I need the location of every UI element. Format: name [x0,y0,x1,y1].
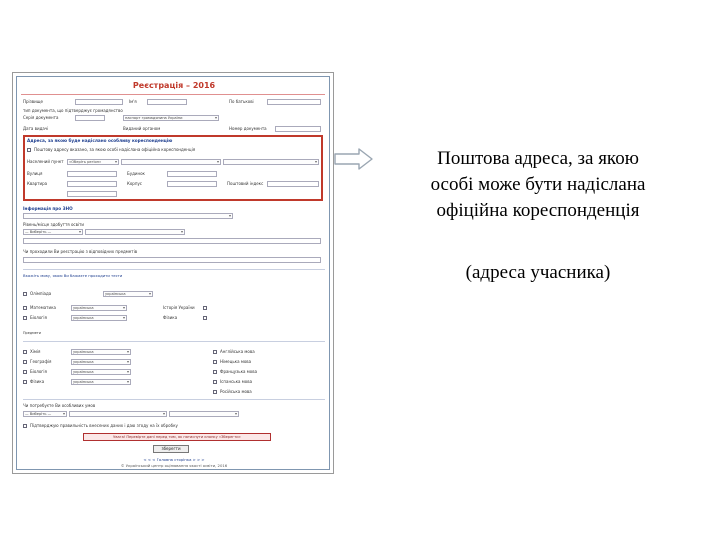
education-place-select[interactable] [85,229,185,235]
subject-checkbox[interactable] [23,360,27,364]
save-warning: Увага! Перевірте дані перед тим, як натиснути кнопку «Зберегти» [83,433,271,441]
subject-checkbox[interactable] [23,370,27,374]
subject-checkbox[interactable] [213,380,217,384]
language-select[interactable]: українська ▾ [103,291,153,297]
postcode-input[interactable] [267,181,319,187]
zno-section-title: Інформація про ЗНО [23,206,73,211]
subject-label: Фізика [163,315,178,320]
education-extra-row [23,238,327,246]
subject-label: Математика [30,305,56,310]
doc-date-label: Дата видачі [23,126,49,131]
doc-series-input[interactable] [75,115,105,121]
education-select-row [23,229,327,237]
subject-label: Англійська мова [220,349,255,354]
subjects-note: Предмети [23,331,41,335]
building-label: Корпус [127,181,143,186]
subject-label: Французька мова [220,369,258,374]
settlement-type-select[interactable]: «Оберіть регіон» ▾ [67,159,119,165]
subject-checkbox[interactable] [23,306,27,310]
language-row [23,291,327,299]
divider [23,269,325,270]
confirm-label: Підтверджую правильність внесених даних і даю згоду на їх обробку [30,423,178,428]
subject-row-5 [23,369,327,377]
mark-label: Чи проходили Ви реєстрацію з відповідних предметів [23,249,138,254]
special-conditions-label: Чи потребуєте Ви особливих умов [23,403,96,408]
doc-number-input[interactable] [275,126,321,132]
olympiad-row [23,257,327,265]
subject-label: Біологія [30,315,47,320]
divider [23,399,325,400]
apartment-label: Квартира [27,181,48,186]
address-section-title: Адреса, за якою буде надіслано особливу кореспонденцію [27,138,173,143]
address-checkbox[interactable] [27,148,31,152]
street-label: Вулиця [27,171,43,176]
subject-label: Біологія [30,369,47,374]
street-row [27,171,331,179]
subject-row-4 [23,359,327,367]
subject-checkbox[interactable] [213,350,217,354]
language-checkbox[interactable] [23,292,27,296]
address-checkbox-label: Поштову адресу вказано, за якою особі надіслана офіційна кореспонденція [34,147,196,152]
apartment-input[interactable] [67,181,117,187]
subject-checkbox[interactable] [203,306,207,310]
olympiad-label: Олімпіада [30,291,52,296]
house-label: Будинок [127,171,145,176]
special-select[interactable]: — Виберіть — ▾ [23,411,67,417]
subject-row-1 [23,305,327,313]
address-checkbox-row [27,147,331,155]
subject-row-6 [23,379,327,387]
form-title: Реєстрація – 2016 [132,81,216,90]
home-link[interactable] [17,457,331,462]
region-select[interactable] [121,159,221,165]
subject-label: Фізика [30,379,45,384]
caption-line: особі може бути надіслана [430,174,646,195]
name-input[interactable] [147,99,187,105]
subject-checkbox[interactable] [213,360,217,364]
doc-number-label: Номер документа [229,126,267,131]
caption-text [378,146,698,224]
confirm-row [23,423,327,431]
caption-line: офіційна кореспонденція [436,200,640,221]
special-select-row [23,411,327,419]
subject-checkbox[interactable] [213,370,217,374]
subject-language-select[interactable]: українська ▾ [71,349,131,355]
name-label: Ім'я [129,99,137,104]
mark-row [23,249,327,257]
zno-select-row [23,213,327,221]
subject-language-select[interactable]: українська ▾ [71,379,131,385]
name-row [23,99,327,107]
doc-date-row [23,126,327,134]
patronymic-label: По батькові [229,99,254,104]
tests-language-note: Вкажіть мову, якою Ви бажаєте проходити тести [23,273,123,278]
special-select-2[interactable] [69,411,167,417]
special-conditions-row [23,403,327,411]
doc-series-row [23,115,327,123]
surname-label: Прізвище [23,99,43,104]
subject-language-select[interactable]: українська ▾ [71,359,131,365]
title-divider [21,94,325,95]
doc-type-select[interactable]: паспорт громадянина України ▾ [123,115,219,121]
surname-input[interactable] [75,99,123,105]
education-select[interactable]: — Виберіть — ▾ [23,229,83,235]
education-extra-input[interactable] [23,238,321,244]
district-select[interactable] [223,159,319,165]
postcode-label: Поштовий індекс [227,181,264,186]
subject-label: Німецька мова [220,359,252,364]
settlement-row [27,159,331,167]
doc-type-label: тип документа, що підтверджує громадянство [23,108,123,113]
subject-checkbox[interactable] [213,390,217,394]
street-input[interactable] [67,171,117,177]
doc-series-label: Серія документа [23,115,59,120]
extra-address-row [27,191,331,199]
subject-language-select[interactable]: українська ▾ [71,315,127,321]
divider [23,341,325,342]
save-button[interactable]: зберегти [153,445,189,453]
confirm-checkbox[interactable] [23,424,27,428]
subject-checkbox[interactable] [203,316,207,320]
caption-line: Поштова адреса, за якою [437,148,639,169]
subject-checkbox[interactable] [23,350,27,354]
subject-row-7 [23,389,327,397]
registration-form [16,76,330,470]
subject-row-3 [23,349,327,357]
education-label: Рівень/місце здобуття освіти [23,222,85,227]
building-input[interactable] [167,181,217,187]
subject-checkbox[interactable] [23,380,27,384]
settlement-label: Населений пункт [27,159,64,164]
subject-label: Іспанська мова [220,379,253,384]
olympiad-input[interactable] [23,257,321,263]
subject-language-select[interactable]: українська ▾ [71,305,127,311]
building-row [27,181,331,189]
issued-by-label: Виданий органом [123,126,161,131]
subject-checkbox[interactable] [23,316,27,320]
subject-row-2 [23,315,327,323]
copyright: © Український центр оцінювання якості освіти, 2016 [120,463,228,468]
zno-select[interactable] [23,213,233,219]
subject-label: Географія [30,359,52,364]
subject-label: Історія України [163,305,195,310]
special-select-3[interactable] [169,411,239,417]
subject-label: Хімія [30,349,41,354]
house-input[interactable] [167,171,217,177]
arrow-right-icon [334,148,374,170]
subject-label: Російська мова [220,389,252,394]
extra-address-input[interactable] [67,191,117,197]
caption-note: (адреса учасника) [465,262,611,283]
subject-language-select[interactable]: українська ▾ [71,369,131,375]
form-screenshot [12,72,334,474]
home-link-text[interactable]: < < < Головна сторінка > > > [143,457,205,462]
patronymic-input[interactable] [267,99,321,105]
